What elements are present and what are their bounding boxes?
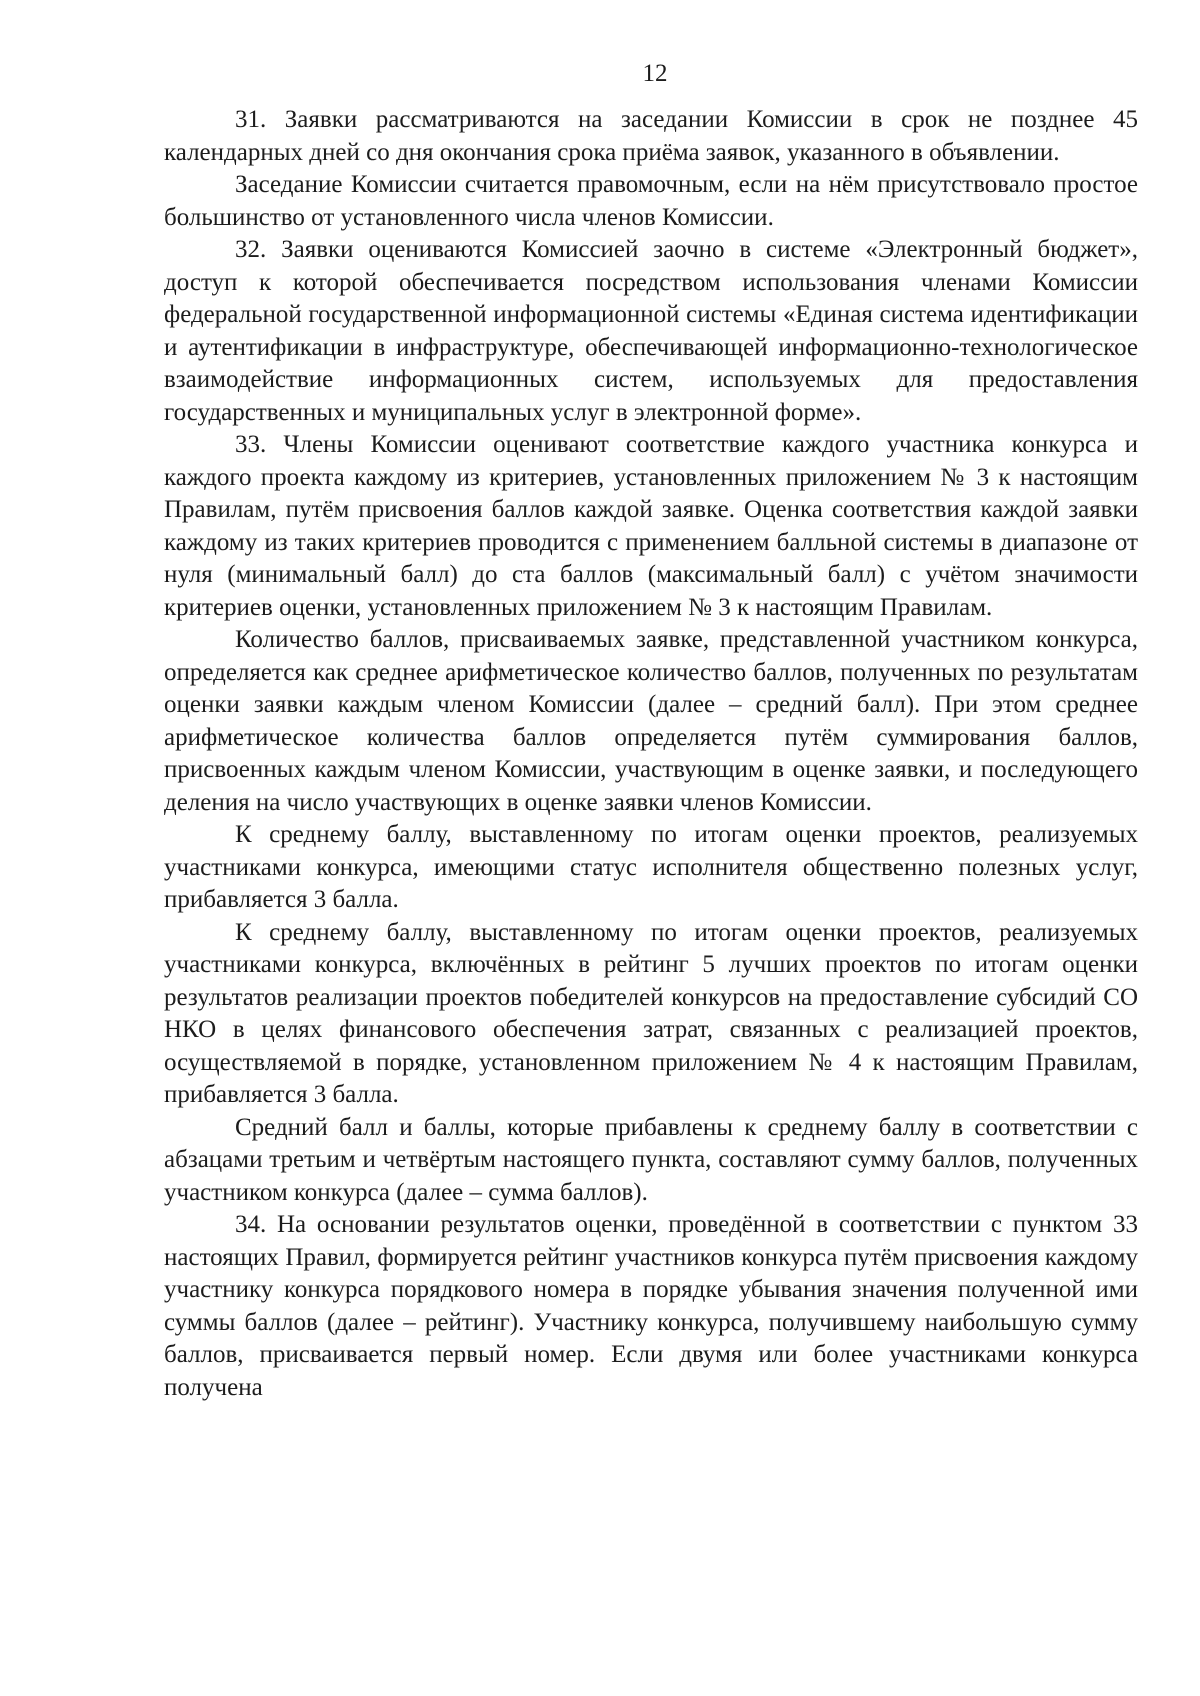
paragraph-31: 31. Заявки рассматриваются на заседании Комиссии в срок не позднее 45 календарных дней со дня окончания срока приёма заявок, указанного в объявлении. [164, 106, 1138, 166]
paragraph-33-average-score: Количество баллов, присваиваемых заявке, представленной участником конкурса, определяется как среднее арифметическое количество баллов, полученных по результатам оценки заявки каждым членом Комиссии (далее – средний балл). При этом среднее арифметическое количества баллов определяется путём суммирования баллов, присвоенных каждым членом Комиссии, участвующим в оценке заявки, и последующего деления на число участвующих в оценке заявки членов Комиссии. [164, 626, 1138, 816]
document-body [164, 104, 1138, 1404]
paragraph-34: 34. На основании результатов оценки, проведённой в соответствии с пунктом 33 настоящих Правил, формируется рейтинг участников конкурса путём присвоения каждому участнику конкурса порядкового номера в порядке убывания значения полученной ими суммы баллов (далее – рейтинг). Участнику конкурса, получившему наибольшую сумму баллов, присваивается первый номер. Если двумя или более участниками конкурса получена [164, 1211, 1138, 1401]
page-number: 12 [642, 60, 668, 87]
paragraph-33: 33. Члены Комиссии оценивают соответствие каждого участника конкурса и каждого проекта каждому из критериев, установленных приложением № 3 к настоящим Правилам, путём присвоения баллов каждой заявке. Оценка соответствия каждой заявки каждому из таких критериев проводится с применением балльной системы в диапазоне от нуля (минимальный балл) до ста баллов (максимальный балл) с учётом значимости критериев оценки, установленных приложением № 3 к настоящим Правилам. [164, 431, 1138, 621]
paragraph-32: 32. Заявки оцениваются Комиссией заочно в системе «Электронный бюджет», доступ к которой обеспечивается посредством использования членами Комиссии федеральной государственной информационной системы «Единая система идентификации и аутентификации в инфраструктуре, обеспечивающей информационно-технологическое взаимодействие информационных систем, используемых для предоставления государственных и муниципальных услуг в электронной форме». [164, 236, 1138, 426]
paragraph-31-quorum: Заседание Комиссии считается правомочным, если на нём присутствовало простое большинство от установленного числа членов Комиссии. [164, 171, 1138, 231]
paragraph-33-bonus-status: К среднему баллу, выставленному по итогам оценки проектов, реализуемых участниками конкурса, имеющими статус исполнителя общественно полезных услуг, прибавляется 3 балла. [164, 821, 1138, 913]
paragraph-33-bonus-rating: К среднему баллу, выставленному по итогам оценки проектов, реализуемых участниками конкурса, включённых в рейтинг 5 лучших проектов по итогам оценки результатов реализации проектов победителей конкурсов на предоставление субсидий СО НКО в целях финансового обеспечения затрат, связанных с реализацией проектов, осуществляемой в порядке, установленном приложением № 4 к настоящим Правилам, прибавляется 3 балла. [164, 918, 1138, 1108]
paragraph-33-total-score: Средний балл и баллы, которые прибавлены к среднему баллу в соответствии с абзацами третьим и четвёртым настоящего пункта, составляют сумму баллов, полученных участником конкурса (далее – сумма баллов). [164, 1113, 1138, 1206]
